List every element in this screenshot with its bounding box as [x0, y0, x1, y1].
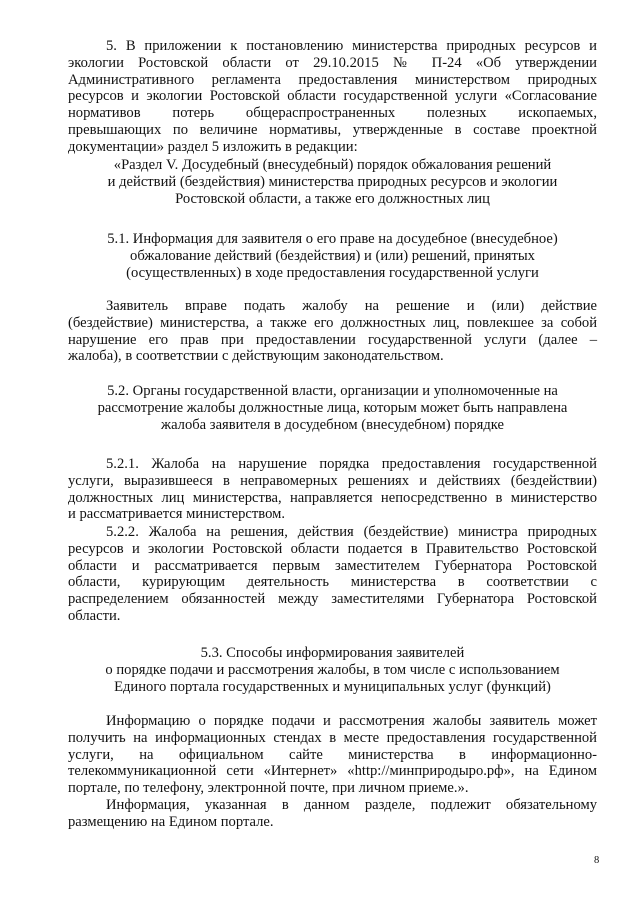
text-line: и действий (бездействия) министерства природных ресурсов и экологии — [107, 173, 558, 190]
intro-paragraph — [68, 38, 597, 156]
text-line: должностных лиц министерства, направляется непосредственно в министерство — [68, 489, 597, 506]
text-line: Информацию о порядке подачи и рассмотрения жалобы заявитель может — [106, 713, 597, 729]
text-line: нарушение его прав при предоставлении государственной услуги (далее – — [68, 331, 597, 348]
text-line: области, курирующим деятельность министерства в соответствии с — [68, 574, 597, 591]
text-line: жалоба заявителя в досудебном (внесудебном) порядке — [160, 416, 504, 433]
text-line: о порядке подачи и рассмотрения жалобы, в том числе с использованием — [105, 661, 560, 678]
text-line: услуги, выразившееся в неправомерных решениях и действиях (бездействии) — [68, 472, 597, 489]
text-line: размещению на Едином портале. — [68, 813, 274, 830]
text-line: Заявитель вправе подать жалобу на решение и (или) действие — [106, 298, 597, 314]
text-line: услуги, на официальном сайте министерства в информационно- — [68, 746, 597, 763]
text-line: документации» раздел 5 изложить в редакции: — [68, 138, 358, 155]
text-line: 5.2.2. Жалоба на решения, действия (бездействие) министра природных — [106, 524, 597, 540]
paragraph-5-3-b — [68, 797, 597, 831]
text-line: 5.2.1. Жалоба на нарушение порядка предоставления государственной — [106, 456, 597, 472]
text-line: Информация, указанная в данном разделе, подлежит обязательному — [106, 797, 597, 813]
text-line: портале, по телефону, электронной почте, при личном приеме.». — [68, 780, 469, 797]
heading-5-1 — [68, 231, 597, 281]
text-line: ресурсов и экологии Ростовской области подается в Правительство Ростовской — [68, 540, 597, 557]
text-line: 5.1. Информация для заявителя о его праве на досудебное (внесудебное) — [107, 231, 558, 247]
text-line: экологии Ростовской области от 29.10.2015 № П-24 «Об утверждении — [68, 54, 597, 71]
heading-5-2 — [68, 383, 597, 433]
text-line: «Раздел V. Досудебный (внесудебный) порядок обжалования решений — [113, 157, 552, 173]
page-number: 8 — [594, 855, 600, 866]
text-line: и рассматривается министерством. — [68, 506, 285, 523]
text-line: превышающих по величине нормативы, утвержденные в составе проектной — [68, 121, 597, 138]
text-line: (осуществленных) в ходе предоставления государственной услуги — [126, 264, 539, 281]
section-title — [68, 157, 597, 207]
text-line: получить на информационных стендах в месте предоставления государственной — [68, 729, 597, 746]
text-line: (бездействие) министерства, а также его должностных лиц, повлекшее за собой — [68, 314, 597, 331]
text-line: Ростовской области, а также его должностных лиц — [175, 190, 490, 207]
text-line: области и рассматривается первым заместителем Губернатора Ростовской — [68, 557, 597, 574]
text-line: нормативов потерь общераспространенных полезных ископаемых, — [68, 105, 597, 122]
text-line: рассмотрение жалобы должностные лица, которым может быть направлена — [97, 399, 568, 416]
text-line: обжалование действий (бездействия) и (или) решений, принятых — [130, 247, 535, 264]
text-line: 5.2. Органы государственной власти, организации и уполномоченные на — [107, 383, 558, 399]
text-line: Единого портала государственных и муниципальных услуг (функций) — [114, 678, 551, 695]
text-line: телекоммуникационной сети «Интернет» «http://минприродыро.рф», на Едином — [68, 763, 597, 780]
text-line: области. — [68, 607, 121, 624]
text-line: жалоба), в соответствии с действующим законодательством. — [68, 348, 444, 365]
paragraph-5-3-a — [68, 713, 597, 797]
heading-5-3 — [68, 645, 597, 695]
paragraph-5-2-2 — [68, 524, 597, 625]
text-line: 5. В приложении к постановлению министерства природных ресурсов и — [106, 38, 597, 54]
text-line: Административного регламента предоставления министерством природных — [68, 71, 597, 88]
text-line: ресурсов и экологии Ростовской области государственной услуги «Согласование — [68, 88, 597, 105]
text-line: 5.3. Способы информирования заявителей — [200, 645, 465, 661]
paragraph-5-1 — [68, 298, 597, 365]
paragraph-5-2-1 — [68, 456, 597, 523]
text-line: распределением обязанностей между заместителями Губернатора Ростовской — [68, 591, 597, 608]
